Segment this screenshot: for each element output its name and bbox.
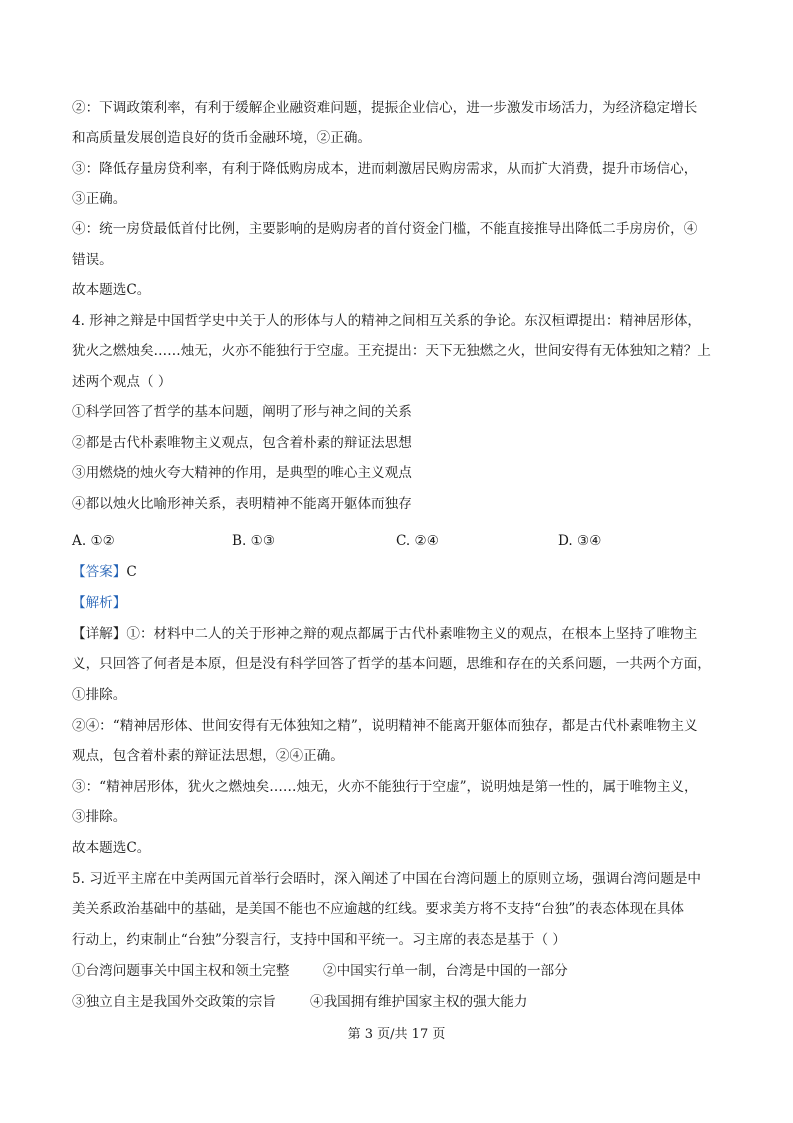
q4-option-d: D. ③④ bbox=[558, 533, 602, 549]
q5-stem-line1: 5. 习近平主席在中美两国元首举行会晤时，深入阐述了中国在台湾问题上的原则立场，强调台湾问题是中 bbox=[72, 871, 702, 887]
q3-item4-line1: ④：统一房贷最低首付比例，主要影响的是购房者的首付资金门槛，不能直接推导出降低二手房房价，④ bbox=[72, 221, 698, 237]
detail-label: 【详解】 bbox=[72, 626, 127, 642]
q5-statement-2: ②中国实行单一制，台湾是中国的一部分 bbox=[323, 963, 568, 979]
q3-item2-line1: ②：下调政策利率，有利于缓解企业融资难问题，提振企业信心，进一步激发市场活力，为经济稳定增长 bbox=[72, 100, 698, 116]
q4-statement-2: ②都是古代朴素唯物主义观点，包含着朴素的辩证法思想 bbox=[72, 435, 412, 451]
q4-detail-line1 bbox=[72, 624, 724, 644]
q4-option-c: C. ②④ bbox=[396, 533, 439, 549]
q4-conclusion: 故本题选C。 bbox=[72, 840, 151, 856]
q5-stem-line2: 美关系政治基础中的基础，是美国不能也不应逾越的红线。要求美方将不支持“台独”的表态体现在具体 bbox=[72, 901, 685, 917]
q4-detail-item24-line1: ②④：“精神居形体、世间安得有无体独知之精”，说明精神不能离开躯体而独存，都是古代朴素唯物主义 bbox=[72, 718, 698, 734]
q4-detail-line3: ①排除。 bbox=[72, 687, 127, 703]
page-footer: 第 3 页/共 17 页 bbox=[347, 1027, 446, 1042]
q4-detail-line2: 义，只回答了何者是本原，但是没有科学回答了哲学的基本问题，思维和存在的关系问题，一共两个方面， bbox=[72, 656, 711, 672]
q3-item4-line2: 错误。 bbox=[72, 252, 113, 268]
q3-item3-line1: ③：降低存量房贷利率，有利于降低购房成本，进而刺激居民购房需求，从而扩大消费，提升市场信心， bbox=[72, 161, 698, 177]
q3-item3-line2: ③正确。 bbox=[72, 191, 127, 207]
q5-statement-1: ①台湾问题事关中国主权和领土完整 bbox=[72, 963, 290, 979]
q4-detail-item24-line2: 观点，包含着朴素的辩证法思想，②④正确。 bbox=[72, 748, 344, 764]
q4-answer-line bbox=[72, 562, 724, 582]
q5-statement-4: ④我国拥有维护国家主权的强大能力 bbox=[310, 994, 528, 1010]
answer-label: 【答案】 bbox=[72, 564, 127, 580]
q4-option-b: B. ①③ bbox=[232, 533, 276, 549]
q4-detail-item3-line1: ③：“精神居形体，犹火之燃烛矣……烛无，火亦不能独行于空虚”，说明烛是第一性的，属于唯物主义， bbox=[72, 779, 698, 795]
q5-stem-line3: 行动上，约束制止“台独”分裂言行，支持中国和平统一。习主席的表态是基于（ ） bbox=[72, 932, 566, 948]
q4-statement-1: ①科学回答了哲学的基本问题，阐明了形与神之间的关系 bbox=[72, 404, 412, 420]
q3-conclusion: 故本题选C。 bbox=[72, 282, 151, 298]
q4-analysis-line bbox=[72, 593, 724, 613]
q4-stem-line2: 犹火之燃烛矣……烛无，火亦不能独行于空虚。王充提出：天下无独燃之火，世间安得有无体独知之精？上 bbox=[72, 343, 711, 359]
analysis-label: 【解析】 bbox=[72, 595, 127, 611]
q4-statement-3: ③用燃烧的烛火夸大精神的作用，是典型的唯心主义观点 bbox=[72, 465, 412, 481]
q5-statement-3: ③独立自主是我国外交政策的宗旨 bbox=[72, 994, 276, 1010]
answer-value: C bbox=[126, 564, 137, 580]
q4-detail-item3-line2: ③排除。 bbox=[72, 809, 127, 825]
q4-stem-line3: 述两个观点（ ） bbox=[72, 374, 172, 390]
q3-item2-line2: 和高质量发展创造良好的货币金融环境，②正确。 bbox=[72, 130, 372, 146]
detail-item1-text: ①：材料中二人的关于形神之辩的观点都属于古代朴素唯物主义的观点，在根本上坚持了唯物主 bbox=[126, 626, 698, 642]
q4-stem-line1: 4. 形神之辩是中国哲学史中关于人的形体与人的精神之间相互关系的争论。东汉桓谭提出：精神居形体， bbox=[72, 313, 702, 329]
q4-option-a: A. ①② bbox=[72, 533, 115, 549]
q4-statement-4: ④都以烛火比喻形神关系，表明精神不能离开躯体而独存 bbox=[72, 496, 412, 512]
